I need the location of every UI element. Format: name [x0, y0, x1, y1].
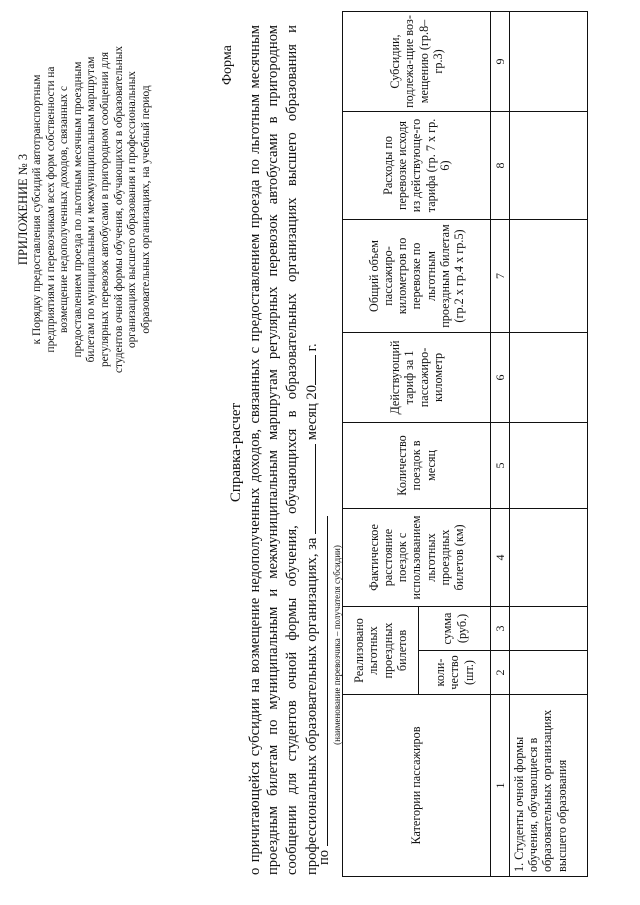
form-label: Форма	[220, 45, 235, 85]
header-sold-tickets: Реализовано льготных проездных билетов	[343, 606, 419, 694]
header-subsidy: Субсидии, подлежа-щие воз-мещению (гр.8–гр.3)	[343, 11, 491, 111]
carrier-line	[313, 465, 333, 865]
column-number: 1	[491, 695, 510, 877]
table-row	[510, 11, 588, 876]
description-paragraph	[246, 25, 322, 875]
header-categories: Категории пассажиров	[343, 695, 491, 877]
appendix-line: билетам по муниципальным и межмуниципальным маршрутам	[85, 56, 98, 363]
column-number: 8	[491, 111, 510, 219]
month-word: месяц 20	[304, 384, 321, 441]
appendix-line: возмещение недополученных доходов, связанных с	[58, 85, 71, 334]
description-text: о причитающейся субсидии на возмещение недополученных доходов, связанных с предоставлением проезда по льготным месячным проездным билетам по муниципальным и межмуниципальным маршрутам регулярных перевозок автобусами в пригородном сообщении для студентов очной формы обучения, обучающихся в образовательных организациях высшего образования и профессиональных образовательных организациях, за	[247, 25, 321, 875]
column-number: 5	[491, 422, 510, 508]
column-number: 3	[491, 606, 510, 650]
header-distance: Фактическое расстояние поездок с использованием льготных проездных билетов (км)	[343, 508, 491, 606]
cell-empty[interactable]	[510, 111, 588, 219]
column-number: 9	[491, 11, 510, 111]
header-volume: Общий объем пассажиро-километров по перевозке по льготным проездным билетам (гр.2 х гр.4 х гр.5)	[343, 219, 491, 332]
carrier-prefix: по	[316, 849, 332, 865]
column-number: 6	[491, 332, 510, 422]
cell-empty[interactable]	[510, 332, 588, 422]
row-category: 1. Студенты очной формы обучения, обучающиеся в образовательных организациях высшего образования	[510, 695, 588, 877]
appendix-line: образовательных организациях, на учебный период	[139, 85, 152, 334]
cell-empty[interactable]	[510, 422, 588, 508]
column-number: 4	[491, 508, 510, 606]
document-title: Справка-расчет	[228, 402, 244, 503]
appendix-line: организациях высшего образования и профессиональных	[126, 71, 139, 348]
column-number: 7	[491, 219, 510, 332]
appendix-line: к Порядку предоставления субсидий автотранспортным	[31, 74, 43, 345]
cell-empty[interactable]	[510, 219, 588, 332]
header-tariff: Действующий тариф за 1 пассажиро-километр	[343, 332, 491, 422]
cell-empty[interactable]	[510, 11, 588, 111]
calculation-table	[342, 11, 588, 877]
carrier-blank-line	[313, 516, 328, 846]
year-blank-line	[301, 355, 316, 385]
appendix-line: предоставлением проезда по льготным месячным проездным	[71, 61, 84, 358]
cell-empty[interactable]	[510, 508, 588, 606]
appendix-line: студентов очной формы обучения, обучающихся в образовательных	[112, 45, 125, 374]
appendix-block	[16, 12, 153, 407]
header-expenses: Расходы по перевозке исходя из действующе-го тарифа (гр. 7 х гр. 6)	[343, 111, 491, 219]
carrier-note: (наименование перевозчика – получателя субсидии)	[332, 545, 342, 745]
year-suffix: г.	[304, 343, 321, 352]
cell-empty[interactable]	[510, 606, 588, 650]
appendix-line: предприятиям и перевозчикам всех форм собственности на	[44, 66, 57, 353]
header-quantity: коли-чество (шт.)	[419, 651, 491, 695]
header-trips: Количество поездок в месяц	[343, 422, 491, 508]
column-number: 2	[491, 651, 510, 695]
appendix-title: ПРИЛОЖЕНИЕ № 3	[16, 153, 30, 266]
appendix-line: регулярных перевозок автобусами в пригородном сообщении для	[98, 51, 111, 368]
cell-empty[interactable]	[510, 651, 588, 695]
header-sum: сумма (руб.)	[419, 606, 491, 650]
